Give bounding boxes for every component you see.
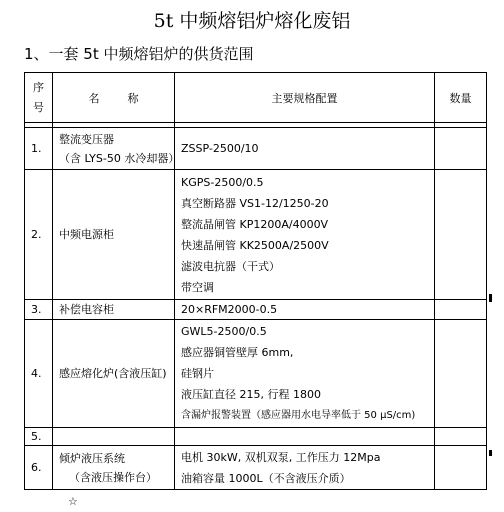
row-spec: [175, 170, 435, 300]
row-spec-line: 真空断路器 VS1-12/1250-20: [181, 196, 329, 210]
row-spec-line: 液压缸直径 215, 行程 1800: [181, 388, 321, 401]
row-spec-line: ZSSP-2500/10: [181, 142, 259, 155]
row-spec: [175, 300, 435, 320]
row-name-line: 感应熔化炉(含液压缸): [59, 367, 167, 380]
row-spec-line: KGPS-2500/0.5: [181, 175, 264, 189]
row-no: 5.: [25, 428, 53, 446]
row-name-line: （含 LYS-50 水冷却器）: [59, 151, 180, 165]
row-spec-line: 快速晶闸管 KK2500A/2500V: [181, 238, 329, 252]
row-spec-line: 整流晶闸管 KP1200A/4000V: [181, 217, 329, 231]
row-qty: [435, 300, 487, 320]
document-title: 5t 中频熔铝炉熔化废铝: [153, 10, 351, 32]
header-no-top: 序: [33, 80, 44, 94]
table-row: [25, 428, 487, 446]
table-row: [25, 300, 487, 320]
table-header-row: [25, 73, 487, 123]
row-no: 4.: [25, 320, 53, 428]
row-name: [53, 320, 175, 428]
row-spec-line: 油箱容量 1000L（不含液压介质）: [181, 471, 351, 485]
header-spec: 主要规格配置: [175, 73, 435, 123]
row-name-line: 中频电源柜: [59, 228, 114, 241]
row-qty: [435, 170, 487, 300]
row-qty: [435, 320, 487, 428]
row-name-line: 整流变压器: [59, 132, 114, 146]
edge-marker: [489, 294, 492, 302]
table-row: [25, 446, 487, 490]
row-name: [53, 170, 175, 300]
row-no: 3.: [25, 300, 53, 320]
row-no: 2.: [25, 170, 53, 300]
header-no: [25, 73, 53, 123]
row-name-line: （含液压操作台）: [69, 470, 157, 484]
row-name: [53, 128, 180, 170]
row-spec: [175, 320, 435, 428]
row-qty: [435, 428, 487, 446]
row-spec-line: 带空调: [181, 280, 214, 294]
row-name: [53, 428, 175, 446]
row-spec-line: 电机 30kW, 双机双泵, 工作压力 12Mpa: [181, 450, 381, 464]
row-spec-line: GWL5-2500/0.5: [181, 325, 267, 338]
row-spec: [175, 128, 435, 170]
header-qty: 数量: [435, 73, 487, 123]
row-spec-line: 20×RFM2000-0.5: [181, 302, 278, 316]
row-spec: [175, 446, 435, 490]
row-name: [53, 446, 175, 490]
row-no: 1.: [25, 128, 53, 170]
edge-marker: [489, 450, 492, 456]
row-spec: [175, 428, 435, 446]
star-mark: ☆: [68, 495, 78, 508]
section-heading: 1、一套 5t 中频熔铝炉的供货范围: [24, 45, 254, 63]
header-no-bottom: 号: [33, 100, 44, 114]
header-name: 名 称: [53, 73, 175, 123]
row-qty: [435, 446, 487, 490]
supply-scope-table: [24, 72, 487, 490]
row-spec-line: 含漏炉报警装置（感应器用水电导率低于 50 μS/cm): [181, 410, 416, 421]
table-row: [25, 170, 487, 300]
table-row: [25, 320, 487, 428]
row-spec-line: 硅钢片: [181, 367, 214, 380]
row-name: [53, 300, 175, 320]
row-no: 6.: [25, 446, 53, 490]
row-name-line: 补偿电容柜: [59, 303, 114, 316]
row-spec-line: 感应器铜管壁厚 6mm,: [181, 346, 294, 359]
row-spec-line: 滤波电抗器（干式）: [181, 259, 280, 273]
row-qty: [435, 128, 487, 170]
row-name-line: 倾炉液压系统: [59, 451, 125, 465]
table-row: [25, 128, 487, 170]
